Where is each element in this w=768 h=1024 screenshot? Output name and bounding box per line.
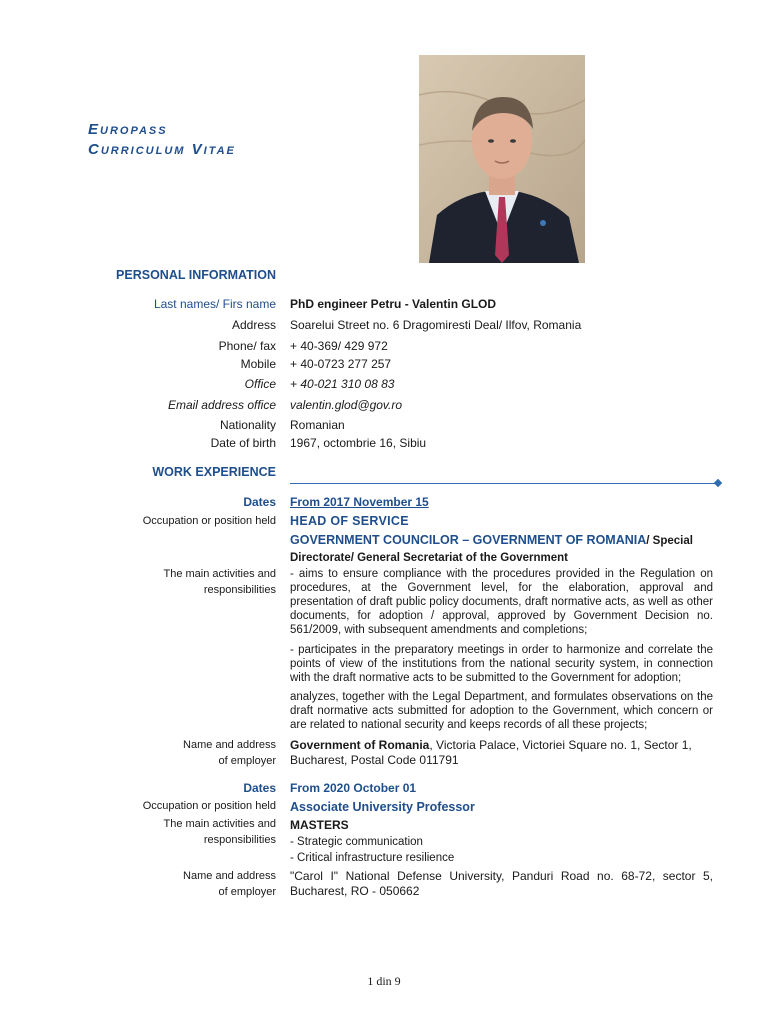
job1-dates-label: Dates (243, 495, 276, 509)
job2-occupation-value: Associate University Professor (290, 800, 475, 814)
job1-employer-label (183, 737, 276, 769)
job2-dates-label: Dates (243, 781, 276, 795)
job2-employer-label-line2: of employer (218, 886, 276, 898)
job1-occupation-value: HEAD OF SERVICE (290, 514, 409, 528)
title-line-1: Europass (88, 121, 168, 138)
office-value: + 40-021 310 08 83 (290, 377, 395, 391)
job1-employer-name: Government of Romania (290, 738, 430, 752)
job2-course-2: - Critical infrastructure resilience (290, 852, 455, 864)
portrait-photo (419, 55, 585, 263)
job2-activities-label-line2: responsibilities (203, 834, 276, 846)
job2-activities-label (164, 816, 277, 848)
job2-employer-value: "Carol I" National Defense University, Panduri Road no. 68-72, sector 5, Bucharest, RO - 050662 (290, 869, 713, 898)
job1-employer-value (290, 738, 713, 768)
job1-employer-address-1: , Victoria Palace, Victoriei Square no. 1, Sector 1, (429, 738, 692, 752)
job2-occupation-label: Occupation or position held (142, 800, 276, 812)
email-value[interactable]: valentin.glod@gov.ro (290, 398, 403, 412)
mobile-value: + 40-0723 277 257 (290, 357, 392, 371)
dob-value: 1967, octombrie 16, Sibiu (290, 436, 427, 450)
job1-employer-label-line2: of employer (218, 755, 276, 767)
job2-employer-label (183, 868, 276, 900)
cv-title (88, 120, 236, 160)
phone-label: Phone/ fax (218, 339, 276, 353)
nationality-label: Nationality (219, 418, 276, 432)
job2-masters: MASTERS (290, 818, 349, 832)
job1-employer-label-line1: Name and address (183, 739, 276, 751)
mobile-label: Mobile (240, 357, 276, 371)
job2-dates-value: From 2020 October 01 (290, 781, 417, 795)
job1-activities-label (164, 566, 277, 598)
nationality-value: Romanian (290, 418, 345, 432)
job1-employer-address-2: Bucharest, Postal Code 011791 (290, 753, 459, 767)
job1-organization (290, 532, 713, 566)
name-value: PhD engineer Petru - Valentin GLOD (290, 297, 497, 311)
job2-course-1: - Strategic communication (290, 836, 423, 848)
job1-org-main: GOVERNMENT COUNCILOR – GOVERNMENT OF ROMANIA (290, 533, 647, 547)
dob-label: Date of birth (210, 436, 276, 450)
section-divider (290, 483, 718, 484)
office-label: Office (244, 377, 276, 391)
job1-occupation-label: Occupation or position held (142, 515, 276, 527)
email-label: Email address office (167, 398, 276, 412)
portrait-photo-icon (419, 55, 585, 263)
divider-diamond-icon (714, 479, 722, 487)
job1-activities-label-line2: responsibilities (203, 584, 276, 596)
job2-activities-label-line1: The main activities and (163, 818, 276, 830)
section-work-experience: WORK EXPERIENCE (152, 465, 276, 479)
job1-dates-value: From 2017 November 15 (290, 495, 429, 509)
job1-activity-1: - aims to ensure compliance with the procedures provided in the Regulation on procedures, at the Government level, for the elaboration, approval and presentation of draft public policy documents, draft normative acts, as well as other documents, for adoption / approval, approved by Government Decision no. 561/2009, with subsequent amendments and completions; (290, 568, 713, 636)
page-number: 1 din 9 (367, 974, 401, 988)
section-personal-information: PERSONAL INFORMATION (116, 268, 276, 282)
job1-org-sub2: Directorate/ General Secretariat of the Government (290, 552, 569, 564)
address-label: Address (231, 318, 276, 332)
job2-employer-label-line1: Name and address (183, 870, 276, 882)
job1-activity-2: - participates in the preparatory meetings in order to harmonize and correlate the points of view of the institutions from the national security system, in connection with the draft normative acts to be submitted to the Government for adoption; (290, 644, 713, 684)
phone-value: + 40-369/ 429 972 (290, 339, 388, 353)
job1-org-sub1: / Special (646, 535, 693, 547)
title-line-2: Curriculum Vitae (88, 141, 236, 158)
job1-activities-label-line1: The main activities and (163, 568, 276, 580)
job1-activity-3: analyzes, together with the Legal Department, and formulates observations on the draft normative acts submitted for adoption to the Government, which concern or are related to national security and keeps records of all these projects; (290, 691, 713, 731)
address-value: Soarelui Street no. 6 Dragomiresti Deal/ Ilfov, Romania (290, 318, 582, 332)
name-label: Last names/ Firs name (153, 297, 276, 311)
